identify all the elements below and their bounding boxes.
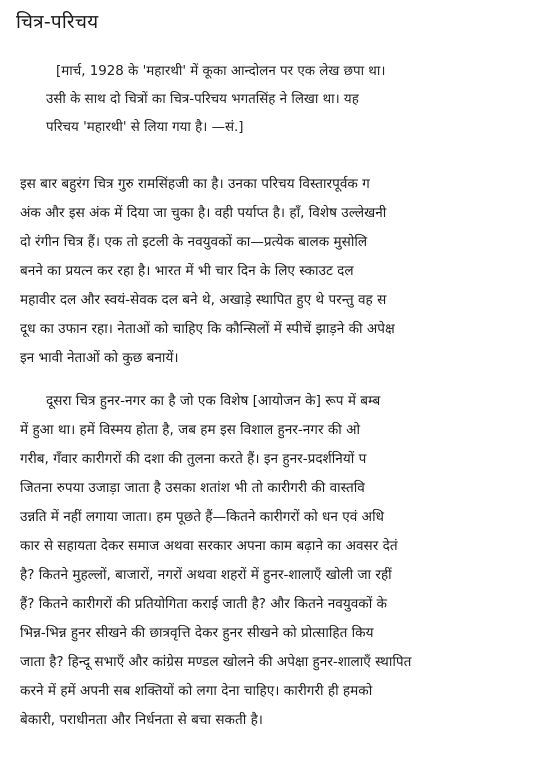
paragraph-line: जितना रुपया उजाड़ा जाता है उसका शतांश भी तो कारीगरी की वास्तवि bbox=[20, 480, 365, 496]
paragraph-line: करने में हमें अपनी सब शक्तियों को लगा देना चाहिए। कारीगरी ही हमको bbox=[20, 683, 373, 699]
paragraph-line: बेकारी, पराधीनता और निर्धनता से बचा सकती है। bbox=[20, 712, 263, 728]
paragraph-line: जाता है? हिन्दू सभाएँ और कांग्रेस मण्डल खोलने की अपेक्षा हुनर-शालाएँ स्थापित bbox=[20, 654, 412, 670]
paragraph-line: में हुआ था। हमें विस्मय होता है, जब हम इस विशाल हुनर-नगर की ओ bbox=[20, 422, 361, 438]
paragraph-line: इन भावी नेताओं को कुछ बनायें। bbox=[20, 350, 179, 366]
paragraph-line: दो रंगीन चित्र हैं। एक तो इटली के नवयुवकों का—प्रत्येक बालक मुसोलि bbox=[20, 234, 368, 250]
editor-note-line: परिचय 'महारथी' से लिया गया है। —सं.] bbox=[46, 120, 244, 135]
paragraph-line: महावीर दल और स्वयं-सेवक दल बने थे, अखाड़े स्थापित हुए थे परन्तु वह स bbox=[20, 292, 387, 308]
paragraph-line: इस बार बहुरंग चित्र गुरु रामसिंहजी का है। उनका परिचय विस्तारपूर्वक ग bbox=[20, 176, 370, 192]
paragraph-line: कार से सहायता देकर समाज अथवा सरकार अपना काम बढ़ाने का अवसर देतं bbox=[20, 538, 398, 554]
paragraph-line: बनने का प्रयत्न कर रहा है। भारत में भी चार दिन के लिए स्काउट दल bbox=[20, 263, 354, 279]
paragraph-line: हैं? कितने कारीगरों की प्रतियोगिता कराई जाती है? और कितने नवयुवकों के bbox=[20, 596, 387, 612]
editor-note-line: उसी के साथ दो चित्रों का चित्र-परिचय भगतसिंह ने लिखा था। यह bbox=[46, 92, 359, 107]
paragraph-line: दूध का उफान रहा। नेताओं को चाहिए कि कौन्सिलों में स्पीचें झाड़ने की अपेक्ष bbox=[20, 321, 395, 337]
paragraph-line: अंक और इस अंक में दिया जा चुका है। वही पर्याप्त है। हाँ, विशेष उल्लेखनी bbox=[20, 205, 387, 221]
page-title: चित्र-परिचय bbox=[16, 11, 99, 33]
paragraph-line: भिन्न-भिन्न हुनर सीखने की छात्रवृत्ति देकर हुनर सीखने को प्रोत्साहित किय bbox=[20, 625, 374, 641]
paragraph-line: गरीब, गँवार कारीगरों की दशा की तुलना करते हैं। इन हुनर-प्रदर्शनियों प bbox=[20, 451, 367, 467]
paragraph-line: उन्नति में नहीं लगाया जाता। हम पूछते हैं—कितने कारीगरों को धन एवं अधि bbox=[20, 509, 384, 525]
editor-note-line: [मार्च, 1928 के 'महारथी' में कूका आन्दोलन पर एक लेख छपा था। bbox=[56, 64, 386, 79]
paragraph-line: है? कितने मुहल्लों, बाजारों, नगरों अथवा शहरों में हुनर-शालाएँ खोली जा रहीं bbox=[20, 567, 392, 583]
paragraph-line: दूसरा चित्र हुनर-नगर का है जो एक विशेष [आयोजन के] रूप में बम्ब bbox=[46, 393, 381, 409]
